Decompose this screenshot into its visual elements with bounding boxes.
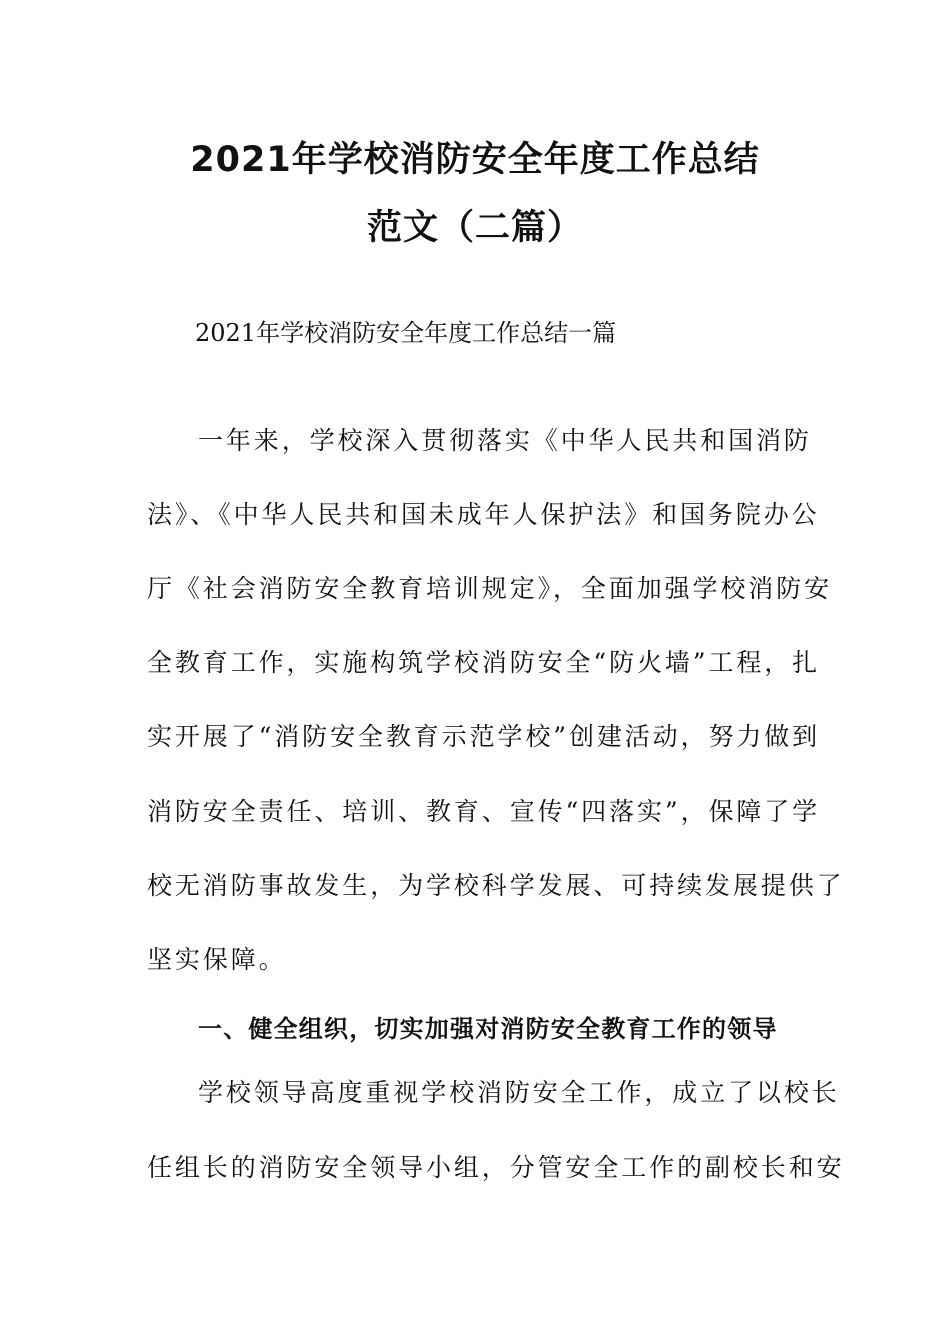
paragraph-line: 法》、《中华人民共和国未成年人保护法》和国务院办公: [147, 500, 820, 529]
paragraph-line: 任组长的消防安全领导小组，分管安全工作的副校长和安: [147, 1153, 845, 1182]
paragraph-line: 校无消防事故发生，为学校科学发展、可持续发展提供了: [147, 871, 845, 900]
paragraph-line: 一年来，学校深入贯彻落实《中华人民共和国消防: [198, 426, 812, 455]
paragraph-line: 坚实保障。: [147, 945, 287, 974]
paragraph-line: 消防安全责任、培训、教育、宣传“四落实”，保障了学: [147, 797, 821, 826]
paragraph-line: 全教育工作，实施构筑学校消防安全“防火墙”工程，扎: [147, 648, 821, 677]
paragraph-line: 厅《社会消防安全教育培训规定》，全面加强学校消防安: [147, 574, 833, 603]
section-heading: 一、健全组织，切实加强对消防安全教育工作的领导: [198, 1015, 778, 1043]
paragraph-line: 实开展了“消防安全教育示范学校”创建活动，努力做到: [147, 722, 821, 751]
paragraph-line: 学校领导高度重视学校消防安全工作，成立了以校长: [198, 1078, 840, 1107]
document-title-line-2: 范文（二篇）: [366, 208, 583, 248]
document-title-line-1: 2021年学校消防安全年度工作总结: [190, 140, 760, 180]
section-subtitle: 2021年学校消防安全年度工作总结一篇: [195, 319, 617, 347]
